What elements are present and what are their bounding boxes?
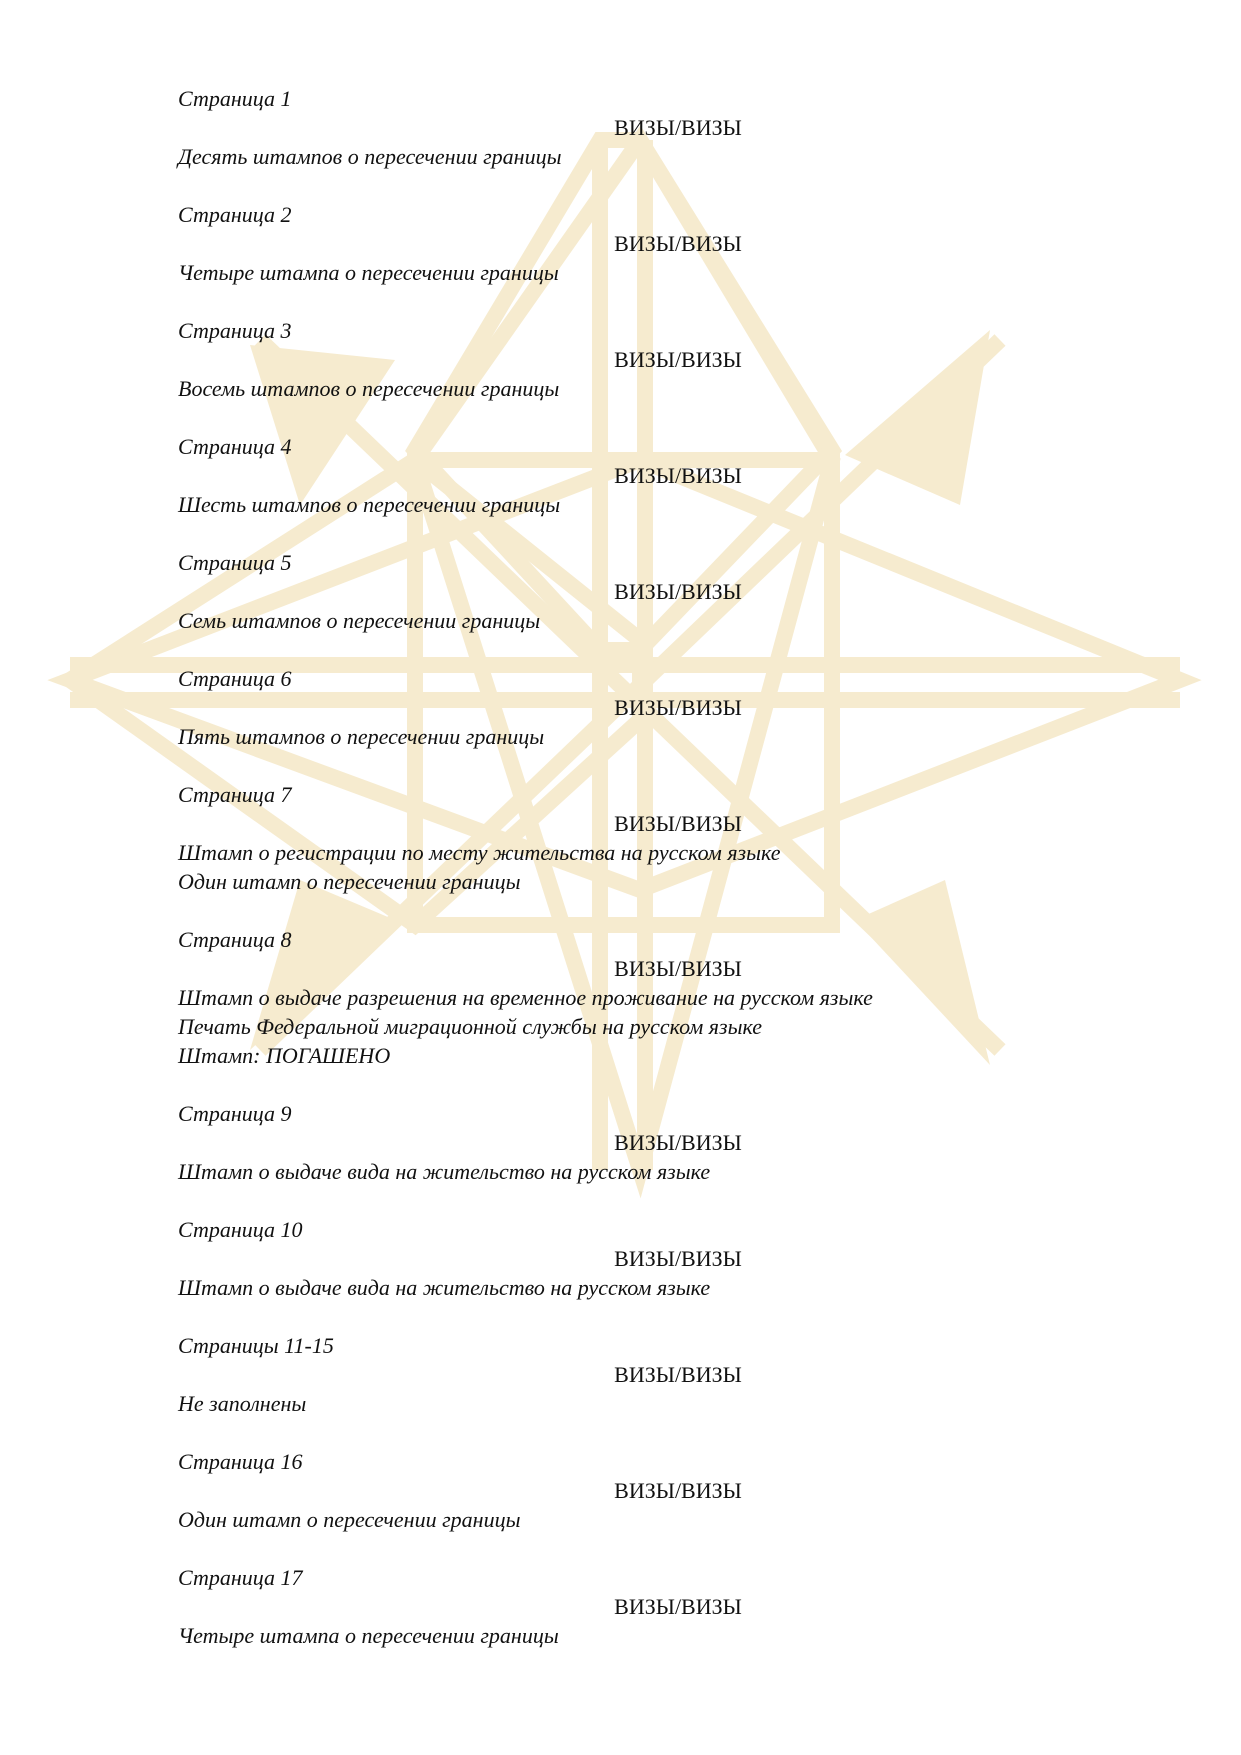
page-label: Страница 1 [178, 86, 292, 111]
page-label: Страница 10 [178, 1217, 303, 1242]
stamp-description: Штамп о выдаче разрешения на временное проживание на русском языке [178, 985, 873, 1010]
page-label: Страница 9 [178, 1101, 292, 1126]
page-section [178, 1215, 1058, 1302]
page-label: Страница 2 [178, 202, 292, 227]
stamp-description: Десять штампов о пересечении границы [178, 144, 562, 169]
page-section [178, 925, 1058, 1070]
visa-heading: ВИЗЫ/ВИЗЫ [614, 579, 742, 604]
stamp-description: Штамп о выдаче вида на жительство на русском языке [178, 1275, 711, 1300]
page-label: Страница 8 [178, 927, 292, 952]
visa-heading: ВИЗЫ/ВИЗЫ [614, 463, 742, 488]
page-section [178, 84, 1058, 171]
page-label: Страница 6 [178, 666, 292, 691]
visa-heading: ВИЗЫ/ВИЗЫ [614, 1594, 742, 1619]
page-label: Страница 16 [178, 1449, 303, 1474]
visa-heading: ВИЗЫ/ВИЗЫ [614, 115, 742, 140]
stamp-description: Шесть штампов о пересечении границы [178, 492, 561, 517]
visa-heading: ВИЗЫ/ВИЗЫ [614, 1362, 742, 1387]
visa-heading: ВИЗЫ/ВИЗЫ [614, 956, 742, 981]
page-section [178, 1099, 1058, 1186]
document-body [178, 84, 1058, 1679]
page-label: Страница 4 [178, 434, 292, 459]
stamp-description: Семь штампов о пересечении границы [178, 608, 541, 633]
stamp-description: Четыре штампа о пересечении границы [178, 1623, 559, 1648]
page-section [178, 200, 1058, 287]
page-section [178, 1331, 1058, 1418]
visa-heading: ВИЗЫ/ВИЗЫ [614, 1130, 742, 1155]
stamp-description: Пять штампов о пересечении границы [178, 724, 545, 749]
visa-heading: ВИЗЫ/ВИЗЫ [614, 1246, 742, 1271]
visa-heading: ВИЗЫ/ВИЗЫ [614, 1478, 742, 1503]
stamp-description: Печать Федеральной миграционной службы на русском языке [178, 1014, 763, 1039]
stamp-description: Штамп: ПОГАШЕНО [178, 1043, 391, 1068]
page-section [178, 664, 1058, 751]
page-label: Страницы 11-15 [178, 1333, 334, 1358]
page-section [178, 316, 1058, 403]
visa-heading: ВИЗЫ/ВИЗЫ [614, 695, 742, 720]
stamp-description: Штамп о регистрации по месту жительства на русском языке [178, 840, 781, 865]
page-section [178, 548, 1058, 635]
visa-heading: ВИЗЫ/ВИЗЫ [614, 811, 742, 836]
page-section [178, 1563, 1058, 1650]
page-label: Страница 3 [178, 318, 292, 343]
stamp-description: Один штамп о пересечении границы [178, 1507, 521, 1532]
page-section [178, 432, 1058, 519]
stamp-description: Один штамп о пересечении границы [178, 869, 521, 894]
visa-heading: ВИЗЫ/ВИЗЫ [614, 231, 742, 256]
page-label: Страница 7 [178, 782, 292, 807]
page-label: Страница 5 [178, 550, 292, 575]
stamp-description: Четыре штампа о пересечении границы [178, 260, 559, 285]
page-section [178, 1447, 1058, 1534]
stamp-description: Не заполнены [178, 1391, 307, 1416]
page-label: Страница 17 [178, 1565, 303, 1590]
page-section [178, 780, 1058, 896]
stamp-description: Восемь штампов о пересечении границы [178, 376, 560, 401]
visa-heading: ВИЗЫ/ВИЗЫ [614, 347, 742, 372]
stamp-description: Штамп о выдаче вида на жительство на русском языке [178, 1159, 711, 1184]
